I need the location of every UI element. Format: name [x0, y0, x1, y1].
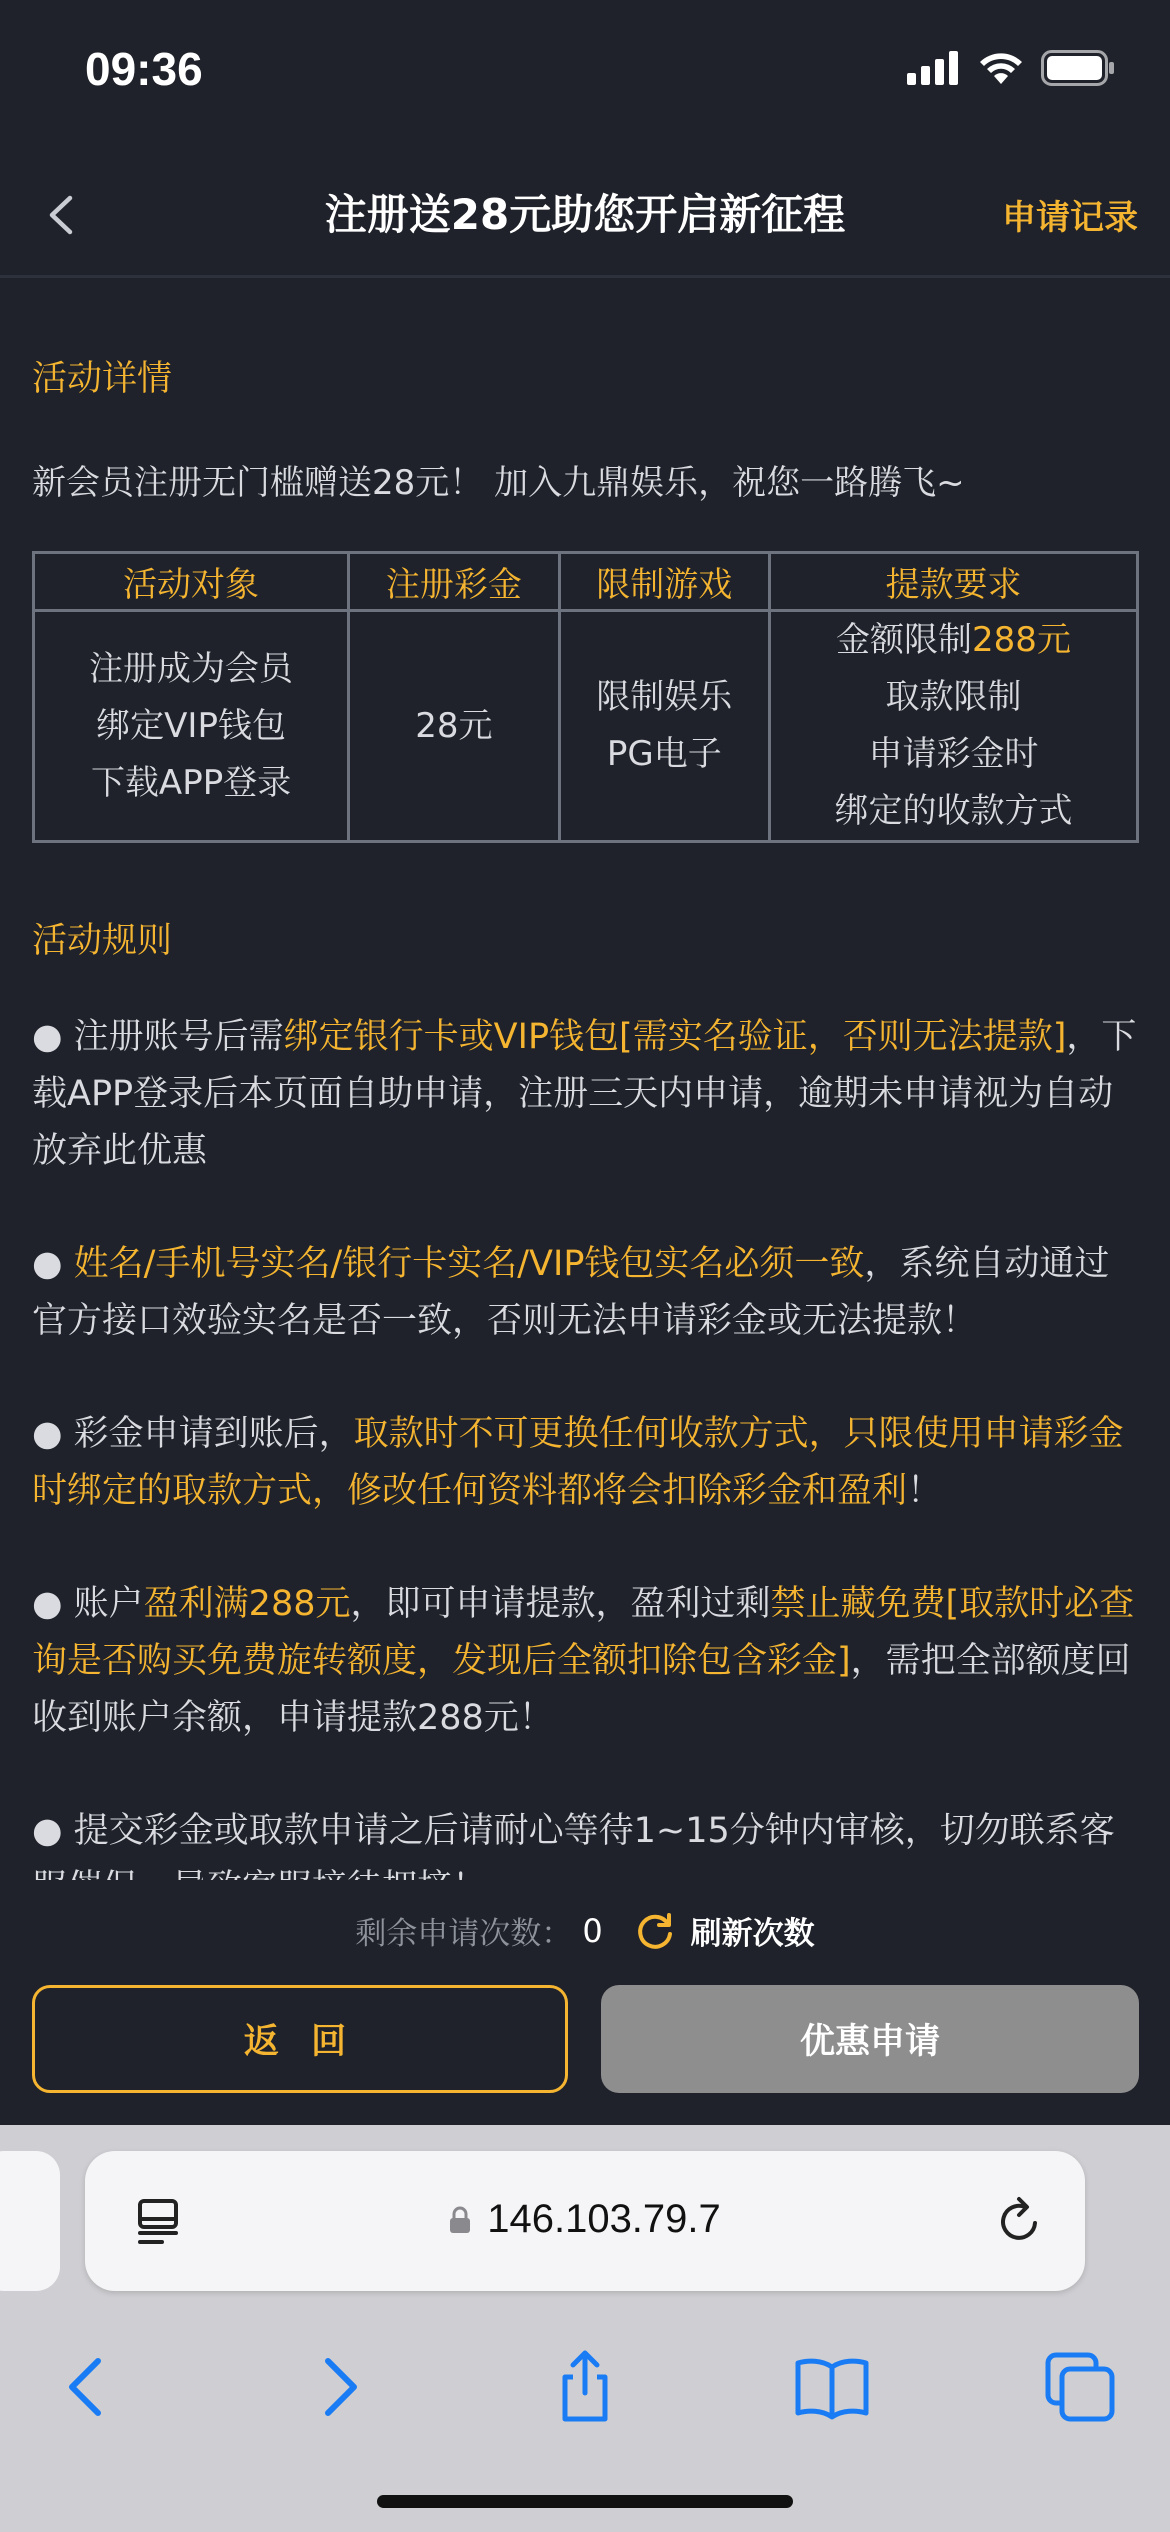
rule-text: ● 注册账号后需 — [32, 1017, 284, 1058]
back-arrow-icon[interactable] — [48, 2347, 128, 2427]
target-cell — [34, 611, 349, 842]
table-row — [34, 611, 1138, 842]
rule-highlight-text: 盈利满288元 — [143, 1584, 351, 1625]
return-button[interactable]: 返 回 — [32, 1985, 568, 2093]
table-header-row — [34, 553, 1138, 611]
lock-icon — [449, 2206, 471, 2234]
bookmarks-icon[interactable] — [792, 2347, 872, 2427]
rule-text: ，即可申请提款，盈利过剩 — [350, 1584, 771, 1625]
intro-text: 新会员注册无门槛赠送28元！ 加入九鼎娱乐，祝您一路腾飞~ — [32, 463, 965, 503]
refresh-label: 刷新次数 — [690, 1916, 815, 1952]
bottom-panel — [0, 1880, 1170, 2125]
promotion-content[interactable] — [0, 281, 1170, 1881]
cell-line: 绑定VIP钱包 — [96, 705, 286, 746]
wifi-icon — [977, 50, 1025, 86]
rules-section-title: 活动规则 — [32, 921, 173, 962]
browser-chrome — [0, 2125, 1170, 2532]
remaining-count: 0 — [582, 1911, 603, 1950]
rule-highlight-text: 禁止藏免费[取款时必查询是否购买免费旋转额度，发现后全额扣除包含彩金] — [32, 1584, 1135, 1682]
rule-text: ，系统自动通过官方接口效验实名是否一致，否则无法申请彩金或无法提款！ — [32, 1244, 1110, 1342]
details-section-title: 活动详情 — [32, 359, 173, 399]
cell-line: 注册成为会员 — [89, 648, 294, 689]
cell-line: 限制娱乐 — [596, 677, 733, 718]
rule-text: ，需把全部额度回收到账户余额，申请提款288元！ — [32, 1641, 1131, 1739]
promotion-table — [32, 551, 1139, 843]
status-time: 09:36 — [85, 43, 203, 95]
refresh-count-button[interactable] — [633, 1908, 815, 1953]
rule-text: ● 彩金申请到账后， — [32, 1414, 354, 1455]
url-display — [85, 2197, 1085, 2242]
bonus-cell: 28元 — [349, 611, 559, 842]
apply-promotion-button[interactable]: 优惠申请 — [601, 1985, 1139, 2093]
previous-tab-preview[interactable] — [0, 2151, 60, 2291]
cell-line: 下载APP登录 — [90, 762, 292, 803]
rule-item — [32, 1576, 1138, 1747]
rule-item — [32, 1009, 1138, 1180]
rule-text: ● — [32, 1244, 74, 1285]
url-text: 146.103.79.7 — [487, 2197, 721, 2241]
cell-line: 申请彩金时 — [868, 734, 1039, 775]
application-record-link[interactable]: 申请记录 — [1002, 198, 1138, 238]
status-bar — [0, 0, 1170, 150]
table-header: 注册彩金 — [349, 553, 559, 611]
table-header: 提款要求 — [770, 553, 1138, 611]
cell-line — [771, 612, 1136, 669]
remaining-applications-row — [0, 1908, 1170, 1953]
cellular-signal-icon — [907, 51, 961, 85]
rules-list — [32, 1009, 1138, 1917]
rule-text: ，下载APP登录后本页面自助申请，注册三天内申请，逾期未申请视为自动放弃此优惠 — [32, 1017, 1137, 1172]
home-indicator — [377, 2495, 793, 2508]
rule-item — [32, 1236, 1138, 1350]
cell-line: 绑定的收款方式 — [834, 791, 1073, 832]
battery-icon — [1041, 50, 1115, 86]
rule-highlight-text: 取款时不可更换任何收款方式，只限使用申请彩金时绑定的取款方式，修改任何资料都将会扣除彩金和盈利 — [32, 1414, 1124, 1512]
games-cell — [559, 611, 769, 842]
refresh-icon — [633, 1909, 677, 1953]
rule-text: ● 提交彩金或取款申请之后请耐心等待1~15分钟内审核，切勿联系客 — [32, 1811, 1115, 1852]
navbar — [0, 150, 1170, 278]
amount-limit-value: 288元 — [972, 620, 1071, 661]
page-title: 注册送28元助您开启新征程 — [324, 190, 846, 239]
rule-highlight-text: 姓名/手机号实名/银行卡实名/VIP钱包实名必须一致 — [73, 1244, 865, 1285]
share-icon[interactable] — [545, 2347, 625, 2427]
reload-icon[interactable] — [991, 2193, 1047, 2249]
status-icons — [907, 50, 1115, 86]
table-header: 限制游戏 — [559, 553, 769, 611]
remaining-label: 剩余申请次数： — [355, 1916, 573, 1952]
rule-text: ● 账户 — [32, 1584, 144, 1625]
cell-line: PG电子 — [606, 734, 722, 775]
rule-item — [32, 1406, 1138, 1520]
cell-line: 取款限制 — [885, 677, 1022, 718]
tabs-icon[interactable] — [1040, 2347, 1120, 2427]
withdraw-cell — [770, 611, 1138, 842]
address-bar[interactable] — [85, 2151, 1085, 2291]
amount-limit-label: 金额限制 — [836, 620, 973, 661]
forward-arrow-icon[interactable] — [298, 2347, 378, 2427]
table-header: 活动对象 — [34, 553, 349, 611]
browser-toolbar — [0, 2325, 1170, 2445]
rule-text: ！ — [907, 1471, 943, 1512]
rule-highlight-text: 绑定银行卡或VIP钱包[需实名验证，否则无法提款] — [283, 1017, 1067, 1058]
